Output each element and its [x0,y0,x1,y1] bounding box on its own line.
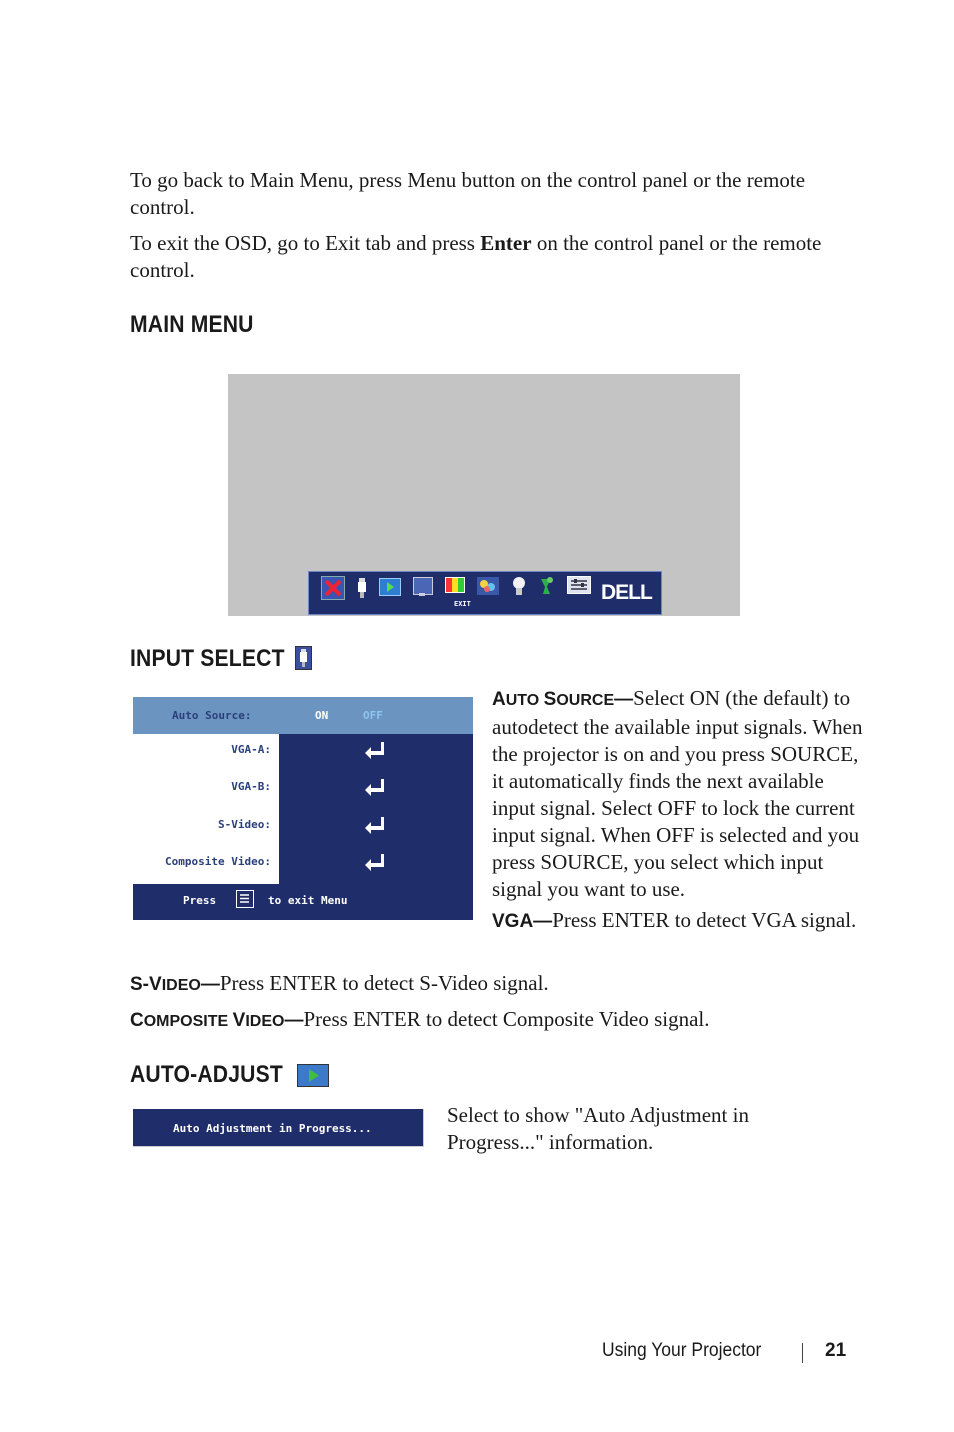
intro-text-end: on the control panel or the remote control. [130,231,822,282]
enter-arrow-icon[interactable] [363,740,385,760]
other-settings-icon[interactable] [567,576,591,594]
intro-text: To exit the OSD, go to Exit tab and press [130,231,481,255]
enter-arrow-icon[interactable] [363,777,385,797]
exit-label: EXIT [454,600,471,608]
intro-paragraph-1: To go back to Main Menu, press Menu button on the control panel or the remote control. [130,168,806,219]
s-video-description: S-VIDEO—Press ENTER to detect S-Video signal. [130,971,549,995]
menu-button-icon [236,890,254,908]
source-row-composite[interactable]: Composite Video: [165,855,271,868]
intro-paragraph-2 [130,230,870,284]
osd-footer-exit: to exit Menu [268,894,348,907]
main-menu-screen [228,374,740,616]
color-icon[interactable] [477,577,499,600]
input-select-icon[interactable] [357,578,367,603]
enter-arrow-icon[interactable] [363,815,385,835]
auto-source-off[interactable]: OFF [363,709,383,722]
input-select-icon [295,646,312,670]
footer-divider [802,1343,803,1363]
osd-footer-press: Press [183,894,217,907]
exit-icon[interactable] [321,576,345,600]
auto-source-term: AUTO SOURCE— [492,689,634,710]
source-row-vga-a[interactable]: VGA-A: [231,743,271,756]
page-number: 21 [825,1340,847,1361]
enter-arrow-icon[interactable] [363,852,385,872]
main-menu-bar [308,571,662,615]
auto-adjust-progress-text: Auto Adjustment in Progress... [173,1122,372,1135]
footer-section-title: Using Your Projector [602,1340,762,1361]
auto-adjust-heading: AUTO-ADJUST [130,1061,283,1088]
composite-video-description: COMPOSITE VIDEO—Press ENTER to detect Composite Video signal. [130,1007,710,1031]
vga-description: VGA—Press ENTER to detect VGA signal. [492,908,857,932]
auto-adjust-icon [297,1064,329,1087]
auto-adjust-description: Select to show "Auto Adjustment in Progress..." information. [447,1103,749,1154]
dell-logo: DELL [601,581,652,604]
input-select-heading: INPUT SELECT [130,645,285,672]
lamp-icon[interactable] [512,576,526,603]
intro-enter-bold: Enter [480,231,532,255]
setup-icon[interactable] [538,576,554,603]
display-icon[interactable] [445,577,465,593]
s-video-term: S-VIDEO— [130,974,220,995]
source-row-s-video[interactable]: S-Video: [218,818,271,831]
composite-video-term: COMPOSITE VIDEO— [130,1010,304,1031]
main-menu-heading: MAIN MENU [130,311,254,338]
source-row-vga-b[interactable]: VGA-B: [231,780,271,793]
auto-adjust-osd [133,1109,424,1147]
input-select-osd [133,697,473,920]
auto-source-row[interactable] [133,697,473,734]
auto-source-description: AUTO SOURCE—Select ON (the default) to autodetect the available input signals. When the projector is on and you press SOURCE, it automatically finds the next available input signal. Select OFF to lock the current input signal. When OFF is selected and you press SOURCE, you select which input signal you want to use. [492,686,863,901]
auto-adjust-icon[interactable] [379,578,401,596]
vga-term: VGA— [492,911,553,932]
auto-source-on[interactable]: ON [315,709,329,722]
auto-source-label: Auto Source: [172,709,252,722]
picture-icon-stand [419,593,425,596]
